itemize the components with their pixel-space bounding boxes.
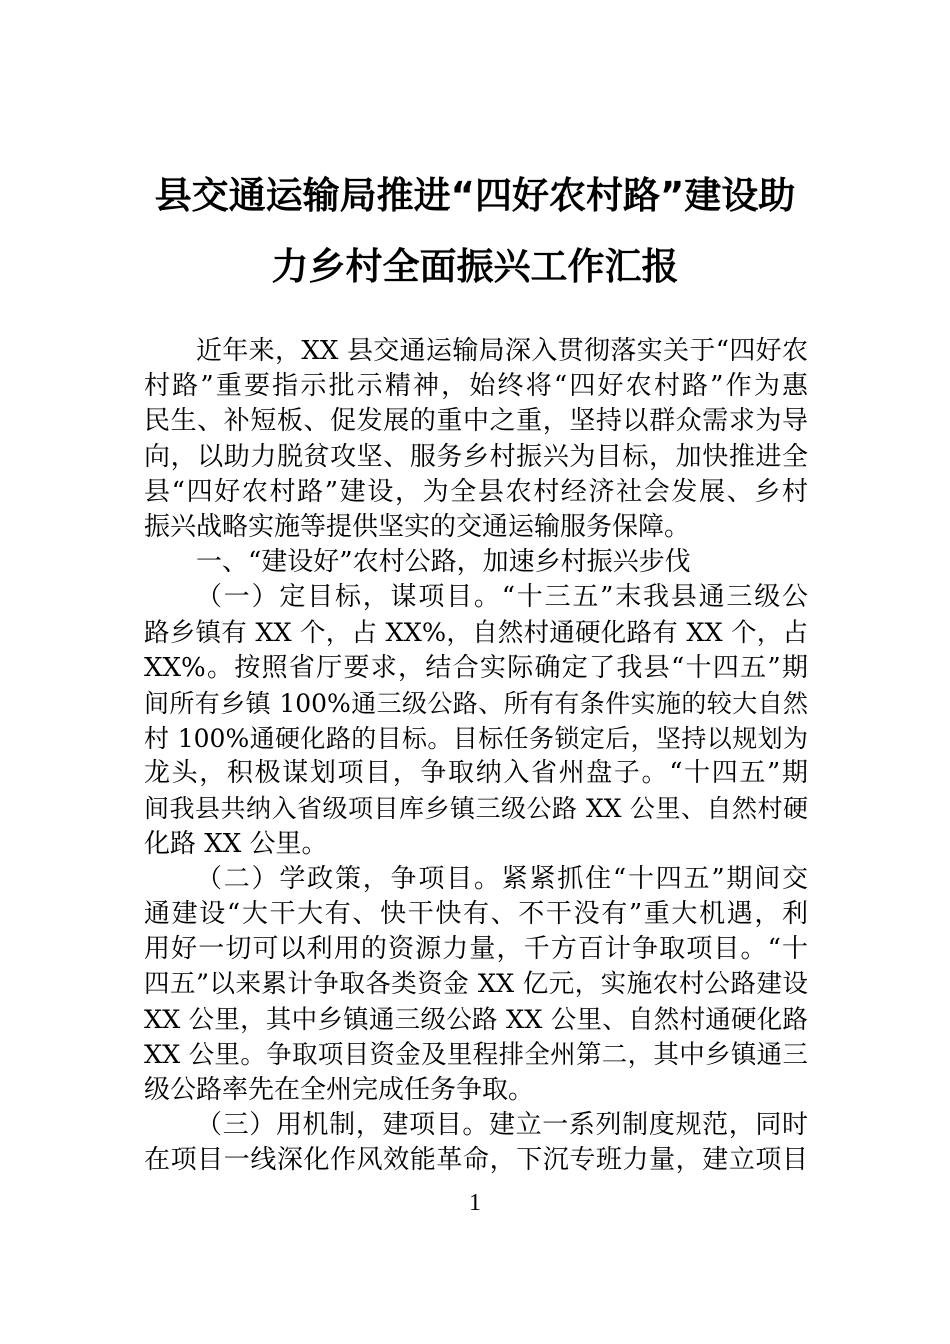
document-body <box>144 334 808 1179</box>
document-title-line-2: 力乡村全面振兴工作汇报 <box>271 245 679 288</box>
subsection-2-line: （二）学政策，争项目。紧紧抓住“十四五”期间交 <box>196 863 808 894</box>
subsection-1-line: （一）定目标，谋项目。“十三五”末我县通三级公 <box>196 582 808 613</box>
subsection-2-line: 级公路率先在全州完成任务争取。 <box>144 1074 535 1105</box>
intro-paragraph-line: 近年来，XX 县交通运输局深入贯彻落实关于“四好农 <box>196 336 808 366</box>
subsection-1-line: XX%。按照省厅要求，结合实际确定了我县“十四五”期 <box>144 652 808 683</box>
subsection-1-line: 化路 XX 公里。 <box>144 828 328 859</box>
document-title-line-1: 县交通运输局推进“四好农村路”建设助 <box>154 174 796 217</box>
intro-paragraph-line: 民生、补短板、促发展的重中之重，坚持以群众需求为导 <box>144 406 808 437</box>
subsection-3-line: 在项目一线深化作风效能革命，下沉专班力量，建立项目 <box>144 1145 808 1176</box>
subsection-2-line: XX 公里，其中乡镇通三级公路 XX 公里、自然村通硬化路 <box>144 1004 808 1035</box>
subsection-1-line: 村 100%通硬化路的目标。目标任务锁定后，坚持以规划为 <box>144 724 808 754</box>
subsection-1-line: 路乡镇有 XX 个，占 XX%，自然村通硬化路有 XX 个，占 <box>144 617 808 648</box>
subsection-1-line: 间我县共纳入省级项目库乡镇三级公路 XX 公里、自然村硬 <box>144 794 808 824</box>
subsection-3-line: （三）用机制，建项目。建立一系列制度规范，同时 <box>196 1110 808 1141</box>
section-heading-1: 一、“建设好”农村公路，加速乡村振兴步伐 <box>196 547 691 578</box>
intro-paragraph-line: 向，以助力脱贫攻坚、服务乡村振兴为目标，加快推进全 <box>144 441 808 472</box>
subsection-2-line: 用好一切可以利用的资源力量，千方百计争取项目。“十 <box>144 934 808 965</box>
intro-paragraph-line: 振兴战略实施等提供坚实的交通运输服务保障。 <box>144 511 691 542</box>
subsection-2-line: 四五”以来累计争取各类资金 XX 亿元，实施农村公路建设 <box>144 969 808 1000</box>
intro-paragraph-line: 县“四好农村路”建设，为全县农村经济社会发展、乡村 <box>144 476 808 507</box>
subsection-1-line: 间所有乡镇 100%通三级公路、所有有条件实施的较大自然 <box>144 688 808 718</box>
subsection-2-line: 通建设“大干大有、快干快有、不干没有”重大机遇，利 <box>144 899 808 929</box>
intro-paragraph-line: 村路”重要指示批示精神，始终将“四好农村路”作为惠 <box>144 371 808 402</box>
subsection-1-line: 龙头，积极谋划项目，争取纳入省州盘子。“十四五”期 <box>144 758 808 789</box>
page-number: 1 <box>469 1190 481 1216</box>
subsection-2-line: XX 公里。争取项目资金及里程排全州第二，其中乡镇通三 <box>144 1039 808 1070</box>
